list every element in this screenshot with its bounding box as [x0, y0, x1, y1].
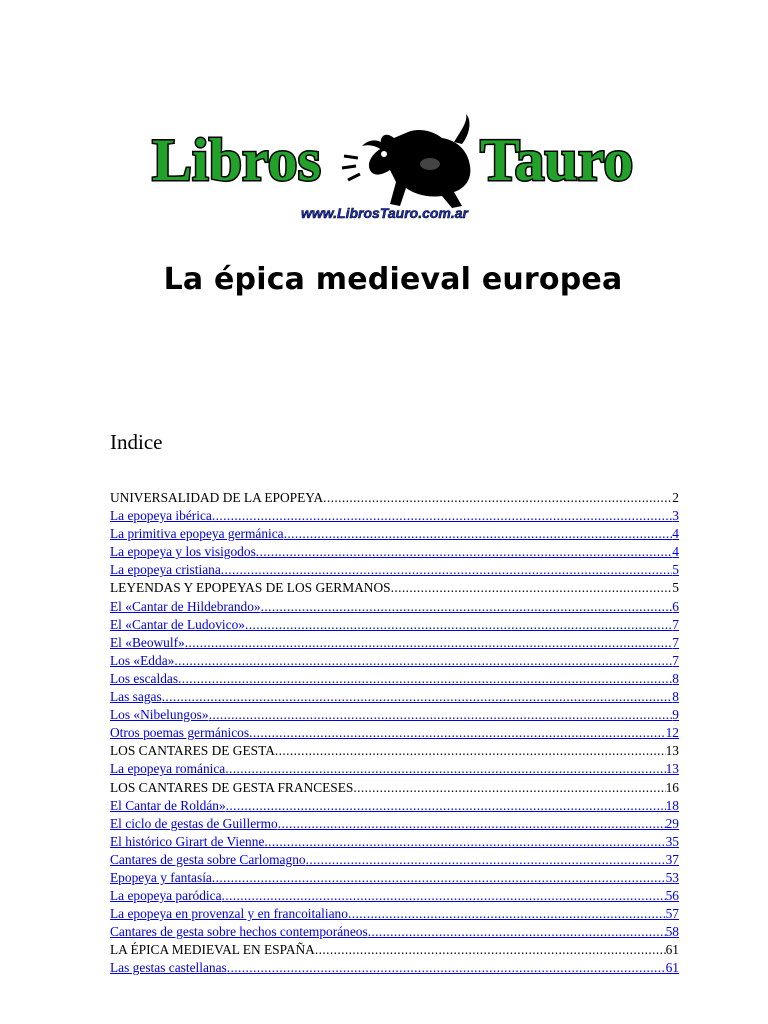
- toc-entry[interactable]: [110, 670, 679, 688]
- toc-dot-leader: [275, 742, 666, 760]
- bull-icon: [342, 114, 470, 208]
- toc-entry-title[interactable]: Los escaldas: [110, 670, 179, 686]
- toc-dot-leader: [222, 887, 666, 905]
- toc-entry-title[interactable]: Cantares de gesta sobre Carlomagno: [110, 851, 306, 867]
- toc-entry-title[interactable]: Los «Nibelungos»: [110, 707, 209, 723]
- toc-entry[interactable]: [110, 959, 679, 977]
- toc-entry-page[interactable]: 6: [672, 598, 679, 614]
- toc-entry-page[interactable]: 35: [665, 833, 679, 849]
- toc-entry-title[interactable]: La epopeya paródica: [110, 888, 222, 904]
- toc-dot-leader: [315, 941, 666, 959]
- toc-entry-title[interactable]: La epopeya ibérica: [110, 508, 212, 524]
- toc-entry-page[interactable]: 3: [672, 508, 679, 524]
- toc-dot-leader: [353, 779, 665, 797]
- toc-entry-page[interactable]: 5: [672, 562, 679, 578]
- toc-entry-page[interactable]: 37: [665, 851, 679, 867]
- toc-entry-page[interactable]: 4: [672, 526, 679, 542]
- toc-entry-title[interactable]: El histórico Girart de Vienne: [110, 833, 265, 849]
- toc-dot-leader: [212, 869, 666, 887]
- toc-dot-leader: [323, 489, 672, 507]
- toc-dot-leader: [278, 815, 666, 833]
- toc-entry-page[interactable]: 7: [672, 616, 679, 632]
- toc-entry-title[interactable]: Epopeya y fantasía: [110, 869, 212, 885]
- toc-entry-page: 2: [672, 490, 679, 505]
- toc-entry-title[interactable]: La epopeya cristiana: [110, 562, 221, 578]
- index-heading: Indice: [110, 430, 163, 454]
- toc-entry-title[interactable]: La epopeya románica: [110, 761, 226, 777]
- toc-entry-page[interactable]: 53: [665, 869, 679, 885]
- toc-entry-title[interactable]: La epopeya en provenzal y en francoitaliano: [110, 906, 348, 922]
- toc-entry-page[interactable]: 7: [672, 634, 679, 650]
- toc-entry[interactable]: [110, 815, 679, 833]
- toc-entry[interactable]: [110, 887, 679, 905]
- toc-entry-title: UNIVERSALIDAD DE LA EPOPEYA: [110, 490, 324, 505]
- toc-dot-leader: [174, 652, 672, 670]
- toc-entry[interactable]: [110, 598, 679, 616]
- toc-entry-page[interactable]: 8: [672, 689, 679, 705]
- toc-entry-page[interactable]: 4: [672, 544, 679, 560]
- toc-entry[interactable]: [110, 724, 679, 742]
- toc-entry-title[interactable]: La epopeya y los visigodos: [110, 544, 256, 560]
- toc-entry-title[interactable]: El Cantar de Roldán»: [110, 797, 226, 813]
- toc-entry-title: LA ÉPICA MEDIEVAL EN ESPAÑA: [110, 942, 315, 958]
- toc-entry-page[interactable]: 61: [665, 960, 679, 976]
- logo-right-word: Tauro: [480, 127, 634, 193]
- toc-entry[interactable]: [110, 706, 679, 724]
- toc-dot-leader: [306, 851, 666, 869]
- toc-dot-leader: [226, 797, 666, 815]
- toc-dot-leader: [212, 507, 672, 525]
- toc-dot-leader: [178, 670, 672, 688]
- toc-entry[interactable]: [110, 561, 679, 579]
- toc-entry: [110, 489, 679, 507]
- logo-graphic: [148, 108, 642, 224]
- toc-entry-title[interactable]: El ciclo de gestas de Guillermo: [110, 815, 278, 831]
- toc-entry-title[interactable]: El «Cantar de Hildebrando»: [110, 598, 261, 614]
- toc-entry[interactable]: [110, 688, 679, 706]
- toc-entry-page[interactable]: 13: [665, 761, 679, 777]
- toc-entry[interactable]: [110, 905, 679, 923]
- toc-dot-leader: [284, 525, 673, 543]
- toc-entry-title[interactable]: El «Beowulf»: [110, 634, 185, 650]
- toc-entry-page[interactable]: 7: [672, 652, 679, 668]
- toc-entry-title: LEYENDAS Y EPOPEYAS DE LOS GERMANOS: [110, 580, 391, 596]
- toc-entry: [110, 941, 679, 959]
- logo-left-word: Libros: [152, 127, 321, 193]
- toc-dot-leader: [348, 905, 666, 923]
- toc-entry-title[interactable]: La primitiva epopeya germánica: [110, 526, 284, 542]
- site-logo: [148, 108, 642, 224]
- toc-entry-page: 61: [665, 942, 679, 958]
- toc-dot-leader: [261, 598, 673, 616]
- toc-entry-title[interactable]: Las gestas castellanas: [110, 960, 227, 976]
- toc-dot-leader: [221, 561, 673, 579]
- toc-dot-leader: [245, 616, 672, 634]
- toc-entry: [110, 779, 679, 797]
- toc-entry-page[interactable]: 12: [665, 725, 679, 741]
- toc-dot-leader: [209, 706, 673, 724]
- toc-entry[interactable]: [110, 543, 679, 561]
- toc-entry[interactable]: [110, 616, 679, 634]
- toc-dot-leader: [391, 579, 673, 597]
- toc-entry-page[interactable]: 9: [672, 707, 679, 723]
- table-of-contents: [110, 489, 679, 978]
- toc-entry[interactable]: [110, 652, 679, 670]
- toc-entry-page[interactable]: 18: [665, 797, 679, 813]
- toc-entry-page[interactable]: 57: [665, 906, 679, 922]
- toc-entry[interactable]: [110, 923, 679, 941]
- toc-entry-title[interactable]: Los «Edda»: [110, 652, 175, 668]
- toc-entry[interactable]: [110, 833, 679, 851]
- toc-dot-leader: [227, 959, 666, 977]
- toc-entry[interactable]: [110, 525, 679, 543]
- toc-entry[interactable]: [110, 797, 679, 815]
- toc-entry-page[interactable]: 8: [672, 670, 679, 686]
- toc-entry-page[interactable]: 58: [665, 924, 679, 940]
- toc-entry-page: 16: [665, 779, 679, 795]
- document-title: La épica medieval europea: [163, 262, 623, 297]
- toc-entry-page[interactable]: 56: [665, 888, 679, 904]
- toc-entry-title[interactable]: Las sagas: [110, 689, 162, 705]
- toc-entry-page: 13: [665, 743, 679, 759]
- toc-entry[interactable]: [110, 851, 679, 869]
- toc-dot-leader: [185, 634, 673, 652]
- toc-entry-title: LOS CANTARES DE GESTA: [110, 743, 275, 759]
- toc-entry-page: 5: [672, 580, 679, 596]
- toc-entry[interactable]: [110, 869, 679, 887]
- toc-entry-page[interactable]: 29: [665, 815, 679, 831]
- toc-dot-leader: [249, 724, 666, 742]
- toc-dot-leader: [225, 760, 665, 778]
- toc-dot-leader: [162, 688, 673, 706]
- logo-url: www.LibrosTauro.com.ar: [301, 205, 468, 221]
- toc-entry: [110, 742, 679, 760]
- toc-entry-title: LOS CANTARES DE GESTA FRANCESES: [110, 779, 354, 795]
- toc-dot-leader: [264, 833, 665, 851]
- toc-dot-leader: [256, 543, 673, 561]
- toc-entry[interactable]: [110, 760, 679, 778]
- toc-entry[interactable]: [110, 634, 679, 652]
- toc-entry[interactable]: [110, 507, 679, 525]
- toc-entry-title[interactable]: Cantares de gesta sobre hechos contemporáneos: [110, 924, 368, 940]
- toc-entry: [110, 579, 679, 597]
- toc-entry-title[interactable]: El «Cantar de Ludovico»: [110, 616, 245, 632]
- toc-dot-leader: [368, 923, 666, 941]
- toc-entry-title[interactable]: Otros poemas germánicos: [110, 725, 250, 741]
